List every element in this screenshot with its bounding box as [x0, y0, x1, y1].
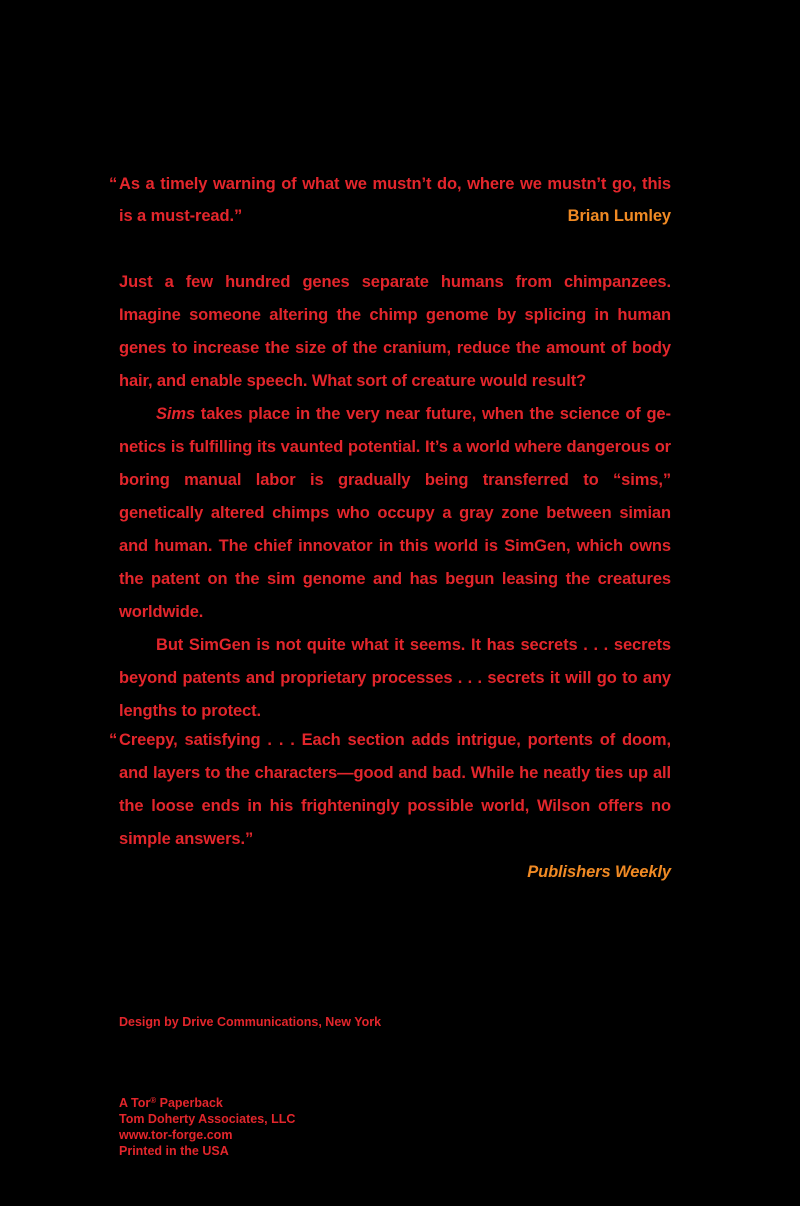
top-quote-open-mark: “ — [109, 175, 118, 193]
bottom-quote-attribution-row — [119, 856, 671, 889]
design-credit: Design by Drive Communications, New York — [119, 1015, 382, 1029]
imprint-format: Paperback — [156, 1096, 223, 1110]
imprint-printed-in: Printed in the USA — [119, 1144, 229, 1158]
top-quote-body: As a timely warning of what we mustn’t do, where we mustn’t go, this is a must-read.” — [119, 175, 671, 225]
registered-mark: ® — [150, 1096, 157, 1105]
description-paragraph-2 — [119, 398, 671, 629]
bottom-quote-text — [109, 724, 671, 856]
bottom-review-quote — [109, 724, 671, 889]
description-paragraph-1: Just a few hundred genes separate humans from chimpanzees. Imagine someone altering the chimp genome by splicing in human genes to increase the size of the cranium, reduce the amount of body hair, and enable speech. What sort of creature would result? — [119, 273, 671, 390]
bottom-quote-attribution: Publishers Weekly — [527, 863, 671, 881]
description-paragraph-2-body: takes place in the very near future, when the science of genetics is fulfilling its vaunted potential. It’s a world where dangerous or boring manual labor is gradually being transferred to “sims,” genetically altered chimps who occupy a gray zone between simian and human. The chief innovator in this world is SimGen, which owns the patent on the sim genome and has begun leasing the creatures worldwide. — [119, 405, 671, 621]
top-review-quote — [109, 168, 671, 232]
description-paragraph-3: But SimGen is not quite what it seems. It has secrets . . . secrets beyond patents and proprietary processes . . . secrets it will go to any lengths to protect. — [119, 636, 671, 720]
bottom-quote-body: Creepy, satisfying . . . Each section adds intrigue, portents of doom, and layers to the characters—good and bad. While he neatly ties up all the loose ends in his frighteningly possible world, Wilson offers no simple answers.” — [119, 731, 671, 848]
book-title: Sims — [156, 405, 196, 423]
bottom-quote-open-mark: “ — [109, 731, 118, 749]
book-description — [119, 266, 671, 728]
imprint-line-1 — [119, 1095, 671, 1111]
imprint-publisher-name: A Tor — [119, 1096, 151, 1110]
imprint-line-2: Tom Doherty Associates, LLC — [119, 1112, 296, 1126]
top-quote-attribution: Brian Lumley — [567, 207, 671, 225]
imprint-website: www.tor-forge.com — [119, 1128, 233, 1142]
publisher-imprint — [119, 1095, 671, 1159]
